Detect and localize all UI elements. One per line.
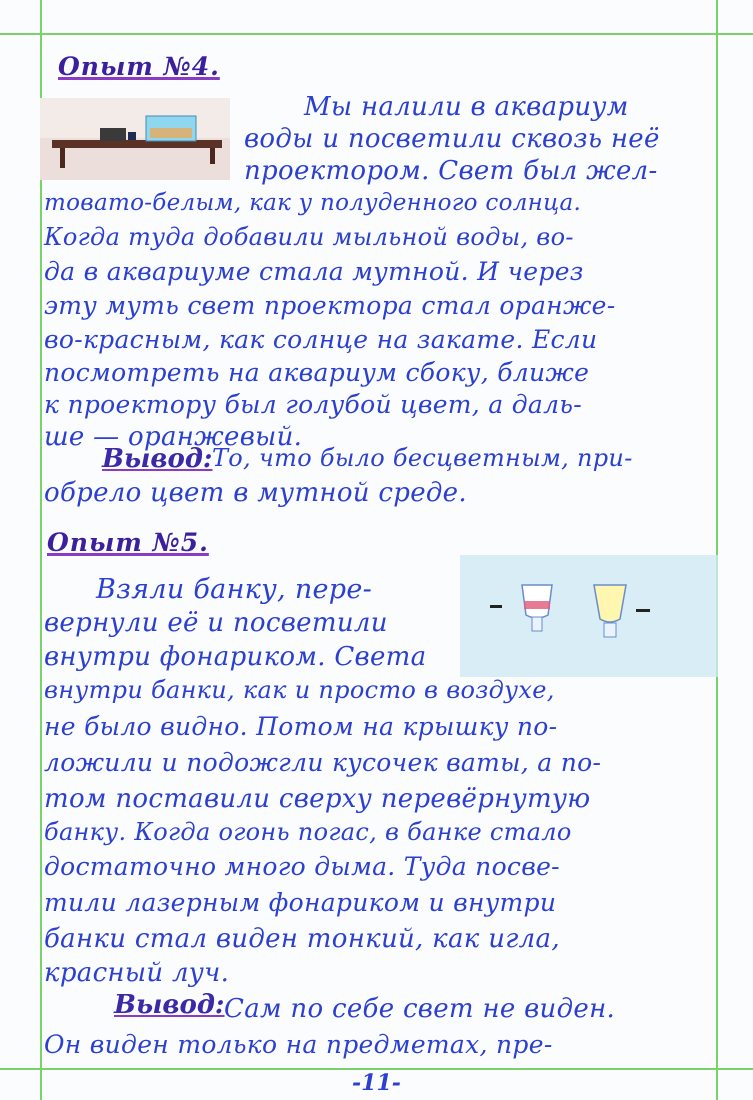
text-line: во-красным, как солнце на закате. Если	[44, 325, 598, 354]
conclusion-label: Вывод:	[102, 444, 213, 474]
text-line: воды и посветили сквозь неё	[244, 124, 660, 154]
aquarium-drawing	[40, 98, 230, 180]
text-line: внутри банки, как и просто в воздухе,	[44, 676, 555, 704]
text-line: банки стал виден тонкий, как игла,	[44, 924, 560, 954]
jar-drawing	[460, 555, 718, 677]
text-line: эту муть свет проектора стал оранже-	[44, 291, 616, 320]
text-line: Когда туда добавили мыльной воды, во-	[44, 223, 574, 251]
page-number: -11-	[352, 1070, 401, 1096]
text-line: Мы налили в аквариум	[304, 92, 629, 122]
experiment-4-heading: Опыт №4.	[58, 52, 220, 81]
text-line: товато-белым, как у полуденного солнца.	[44, 190, 582, 216]
margin-line-top	[0, 33, 753, 35]
text-line: достаточно много дыма. Туда посве-	[44, 852, 560, 881]
text-line: ложили и подожгли кусочек ваты, а по-	[44, 748, 602, 777]
text-line: внутри фонариком. Света	[44, 642, 427, 672]
text-line: посмотреть на аквариум сбоку, ближе	[44, 358, 590, 387]
conclusion-line: обрело цвет в мутной среде.	[44, 478, 467, 508]
text-line: том поставили сверху перевёрнутую	[44, 784, 591, 814]
text-line: проектором. Свет был жел-	[244, 156, 658, 186]
conclusion-line: Сам по себе свет не виден.	[224, 994, 616, 1024]
margin-line-right	[716, 0, 718, 1100]
text-line: к проектору был голубой цвет, а даль-	[44, 390, 582, 419]
text-line: да в аквариуме стала мутной. И через	[44, 257, 584, 286]
conclusion-line: То, что было бесцветным, при-	[212, 444, 633, 472]
text-line: ше — оранжевый.	[44, 422, 303, 452]
experiment-5-heading: Опыт №5.	[47, 528, 209, 557]
text-line: не было видно. Потом на крышку по-	[44, 712, 558, 741]
text-line: банку. Когда огонь погас, в банке стало	[44, 818, 572, 846]
conclusion-label: Вывод:	[114, 990, 225, 1020]
text-line: Взяли банку, пере-	[96, 574, 373, 605]
text-line: тили лазерным фонариком и внутри	[44, 888, 557, 917]
text-line: красный луч.	[44, 958, 230, 988]
conclusion-line: Он виден только на предметах, пре-	[44, 1030, 553, 1059]
text-line: вернули её и посветили	[44, 608, 388, 638]
